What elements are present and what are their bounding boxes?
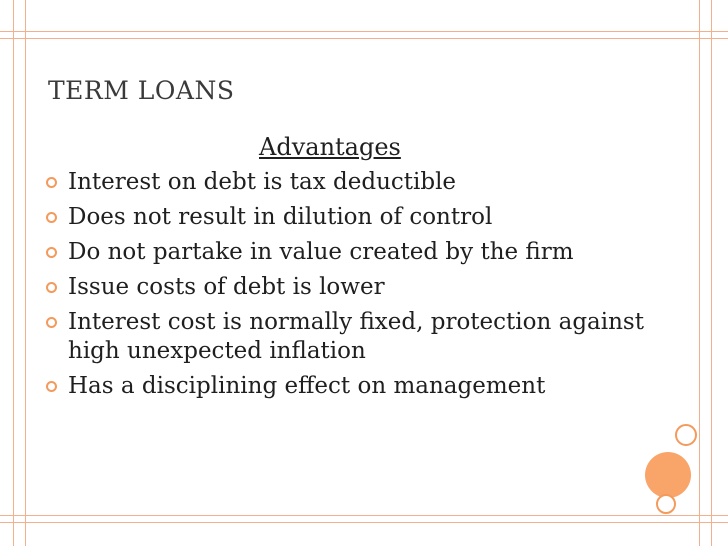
decorative-small-ring-icon: [656, 494, 676, 514]
top-rule-inner: [0, 38, 728, 39]
bullet-circle-icon: [46, 282, 57, 293]
bullet-text: Does not result in dilution of control: [68, 204, 493, 230]
bullet-item: [46, 372, 646, 401]
bullet-text: Issue costs of debt is lower: [68, 274, 385, 300]
bottom-rule: [0, 515, 728, 516]
frame-right-border: [699, 0, 712, 546]
decorative-ring-icon: [675, 424, 697, 446]
advantages-heading: Advantages: [259, 133, 401, 161]
bottom-rule-inner: [0, 522, 728, 523]
bullet-circle-icon: [46, 177, 57, 188]
bullet-item: [46, 203, 646, 232]
bullet-text: Do not partake in value created by the firm: [68, 239, 574, 265]
bullet-item: [46, 308, 646, 366]
top-rule: [0, 31, 728, 32]
decorative-filled-circle-icon: [645, 452, 691, 498]
bullet-text: Interest on debt is tax deductible: [68, 169, 457, 195]
bullet-item: [46, 273, 646, 302]
bullet-item: [46, 238, 646, 267]
bullet-circle-icon: [46, 247, 57, 258]
bullet-text: Interest cost is normally fixed, protection against high unexpected inflation: [68, 309, 644, 364]
bullet-circle-icon: [46, 212, 57, 223]
bullet-circle-icon: [46, 317, 57, 328]
bullet-list: [46, 168, 646, 407]
bullet-text: Has a disciplining effect on management: [68, 373, 546, 399]
bullet-circle-icon: [46, 381, 57, 392]
bullet-item: [46, 168, 646, 197]
frame-left-border: [13, 0, 26, 546]
slide-title: TERM LOANS: [48, 76, 235, 105]
